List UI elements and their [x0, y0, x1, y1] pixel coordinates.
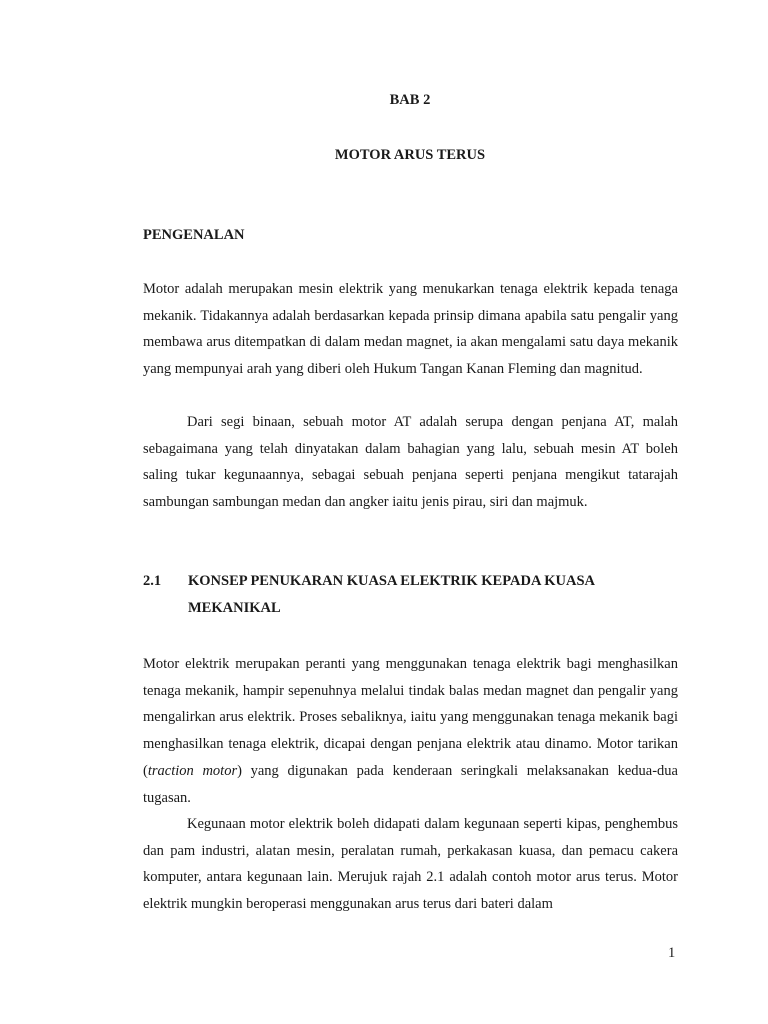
- chapter-label: BAB 2: [389, 92, 431, 108]
- section-title-line-1: KONSEP PENUKARAN KUASA ELEKTRIK KEPADA KUASA: [188, 573, 595, 589]
- section-title-line-2: MEKANIKAL: [188, 600, 281, 616]
- section-paragraph-2: Kegunaan motor elektrik boleh didapati dalam kegunaan seperti kipas, penghembus dan pam industri, alatan mesin, peralatan rumah, perkakasan kuasa, dan pemacu cakera komputer, antara kegunaan lain. Merujuk rajah 2.1 adalah contoh motor arus terus. Motor elektrik mungkin beroperasi menggunakan arus terus dari bateri dalam: [143, 816, 678, 913]
- section-paragraph-1-italic-term: traction motor: [147, 762, 238, 779]
- section-paragraph-1-text-b: ) yang digunakan pada kenderaan seringkali melaksanakan kedua-dua tugasan.: [143, 762, 678, 806]
- page-number: 1: [668, 945, 676, 961]
- intro-paragraph-2: Dari segi binaan, sebuah motor AT adalah serupa dengan penjana AT, malah sebagaimana yang telah dinyatakan dalam bahagian yang lalu, sebuah mesin AT boleh saling tukar kegunaannya, sebagai sebuah penjana seperti penjana mengikut tatarajah sambungan sambungan medan dan angker iaitu jenis pirau, siri dan majmuk.: [143, 414, 678, 511]
- section-paragraph-1: [143, 651, 678, 811]
- section-paragraph-1-text-a: Motor elektrik merupakan peranti yang menggunakan tenaga elektrik bagi menghasilkan tenaga mekanik, hampir sepenuhnya melalui tindak balas medan magnet dan pengalir yang mengalirkan arus elektrik. Proses sebaliknya, iaitu yang menggunakan tenaga mekanik bagi menghasilkan tenaga elektrik, dicapai dengan penjana elektrik atau dinamo. Motor tarikan (: [143, 656, 678, 779]
- chapter-title: MOTOR ARUS TERUS: [334, 147, 486, 163]
- section-number: 2.1: [143, 573, 162, 589]
- intro-heading: PENGENALAN: [143, 227, 245, 243]
- intro-paragraph-1: Motor adalah merupakan mesin elektrik yang menukarkan tenaga elektrik kepada tenaga mekanik. Tidakannya adalah berdasarkan kepada prinsip dimana apabila satu pengalir yang membawa arus ditempatkan di dalam medan magnet, ia akan mengalami satu daya mekanik yang mempunyai arah yang diberi oleh Hukum Tangan Kanan Fleming dan magnitud.: [143, 281, 678, 378]
